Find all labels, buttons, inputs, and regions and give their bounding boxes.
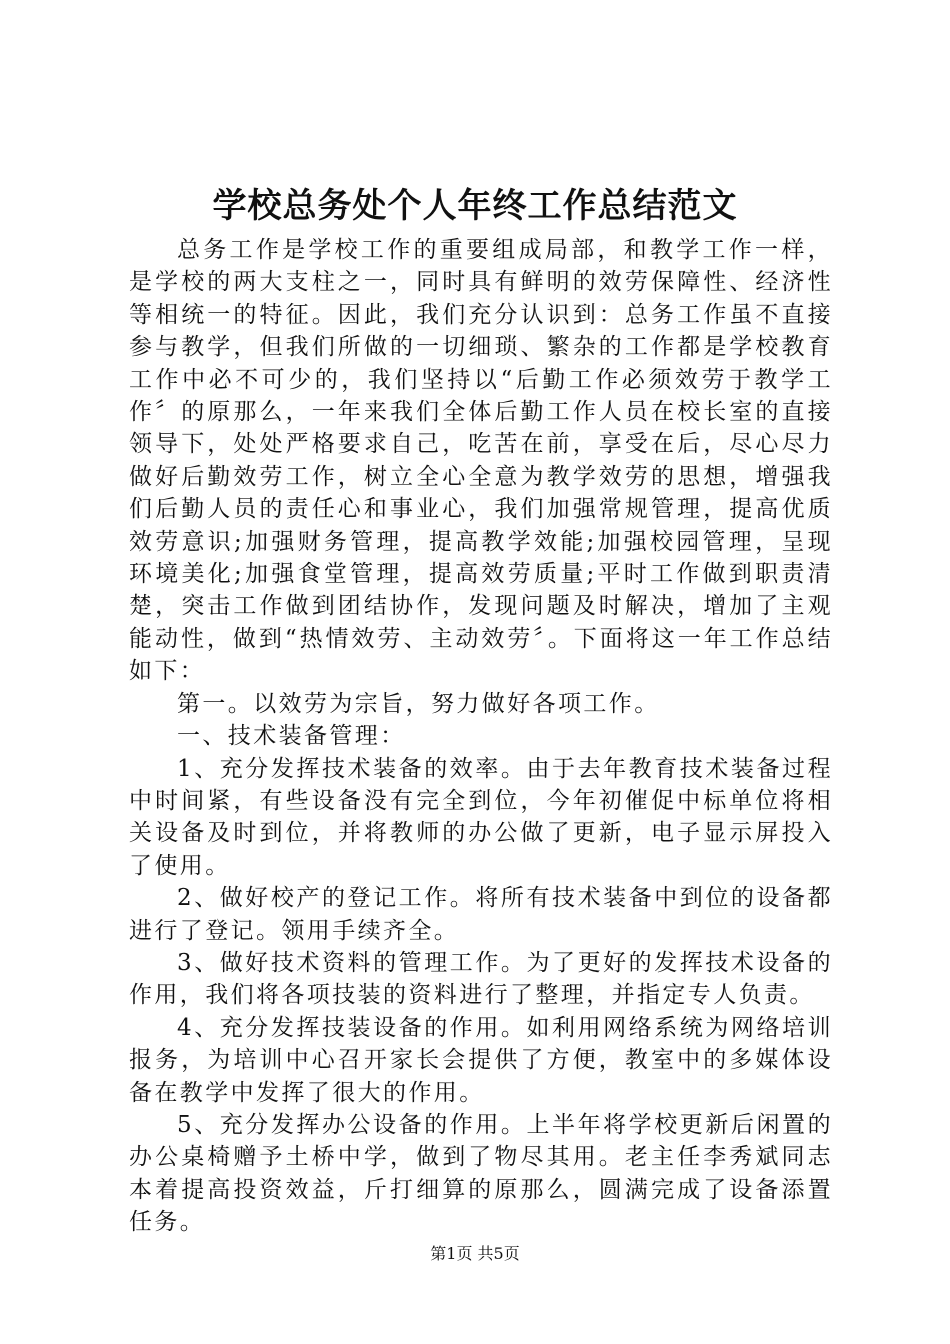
paragraph-section-heading: 第一。以效劳为宗旨，努力做好各项工作。 xyxy=(177,690,660,717)
paragraph-item-4: 4、充分发挥技装设备的作用。如利用网络系统为网络培训报务，为培训中心召开家长会提供了方便，教室中的多媒体设备在教学中发挥了很大的作用。 xyxy=(129,1014,833,1106)
document-body xyxy=(129,234,833,1239)
paragraph-subheading: 一、技术装备管理： xyxy=(177,723,406,750)
paragraph-item-1: 1、充分发挥技术装备的效率。由于去年教育技术装备过程中时间紧，有些设备没有完全到位，今年初催促中标单位将相关设备及时到位，并将教师的办公做了更新，电子显示屏投入了使用。 xyxy=(129,755,833,879)
document-title: 学校总务处个人年终工作总结范文 xyxy=(212,186,738,226)
paragraph-item-5: 5、充分发挥办公设备的作用。上半年将学校更新后闲置的办公桌椅赠予土桥中学，做到了物尽其用。老主任李秀斌同志本着提高投资效益，斤打细算的原那么，圆满完成了设备添置任务。 xyxy=(129,1111,833,1236)
paragraph-item-3: 3、做好技术资料的管理工作。为了更好的发挥技术设备的作用，我们将各项技装的资料进行了整理，并指定专人负责。 xyxy=(129,949,833,1009)
page-number: 第1页 共5页 xyxy=(430,1244,520,1263)
paragraph-item-2: 2、做好校产的登记工作。将所有技术装备中到位的设备都进行了登记。领用手续齐全。 xyxy=(129,885,833,944)
paragraph-intro: 总务工作是学校工作的重要组成局部，和教学工作一样，是学校的两大支柱之一，同时具有鲜明的效劳保障性、经济性等相统一的特征。因此，我们充分认识到：总务工作虽不直接参与教学，但我们所做的一切细琐、繁杂的工作都是学校教育工作中必不可少的，我们坚持以“后勤工作必须效劳于教学工作〞的原那么，一年来我们全体后勤工作人员在校长室的直接领导下，处处严格要求自己，吃苦在前，享受在后，尽心尽力做好后勤效劳工作，树立全心全意为教学效劳的思想，增强我们后勤人员的责任心和事业心，我们加强常规管理，提高优质效劳意识;加强财务管理，提高教学效能;加强校园管理，呈现环境美化;加强食堂管理，提高效劳质量;平时工作做到职责清楚，突击工作做到团结协作，发现问题及时解决，增加了主观能动性，做到“热情效劳、主动效劳〞。下面将这一年工作总结如下： xyxy=(129,237,833,685)
